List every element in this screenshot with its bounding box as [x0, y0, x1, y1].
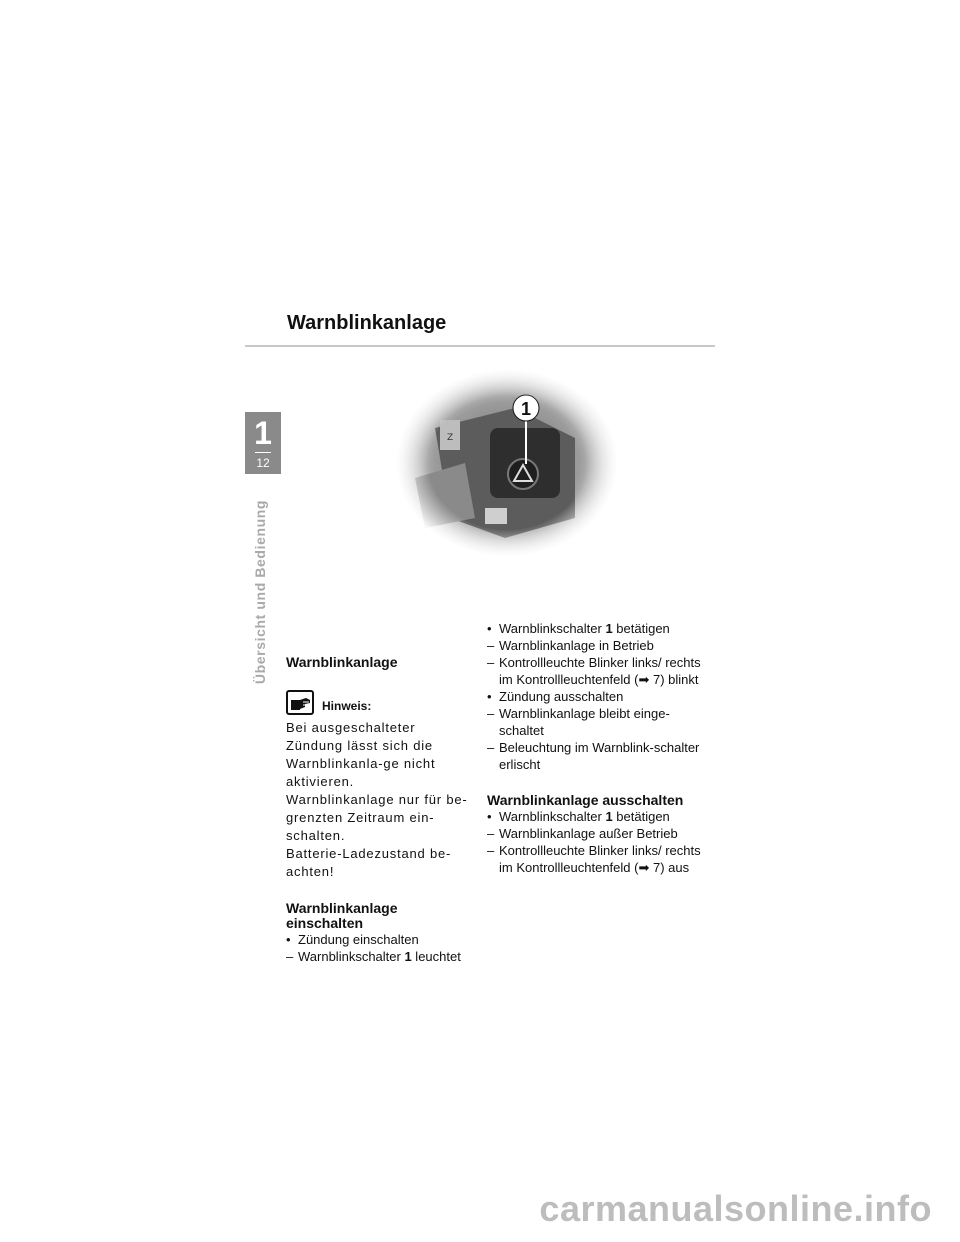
section-label: Übersicht und Bedienung	[252, 499, 268, 685]
left-column	[286, 655, 468, 965]
chapter-tab	[245, 412, 281, 474]
subsection-heading: Warnblinkanlage ausschalten	[487, 792, 684, 808]
list-item: • Zündung ausschalten	[487, 689, 624, 704]
section-heading: Warnblinkanlage	[286, 654, 398, 670]
list-item: • Zündung einschalten	[286, 932, 419, 947]
note-paragraph: Batterie-Ladezustand be-achten!	[286, 846, 452, 879]
list-item: – Warnblinkanlage in Betrieb	[487, 638, 654, 653]
list-item: – Kontrollleuchte Blinker links/ rechts im Kontrollleuchtenfeld (➡ 7) blinkt	[487, 655, 701, 687]
chapter-divider	[255, 452, 271, 453]
handlebar-switch-photo	[395, 368, 620, 558]
list-item: • Warnblinkschalter 1 betätigen	[487, 809, 670, 824]
chapter-number: 1	[254, 415, 272, 451]
list-item: – Kontrollleuchte Blinker links/ rechts im Kontrollleuchtenfeld (➡ 7) aus	[487, 843, 701, 875]
list-item: – Warnblinkanlage außer Betrieb	[487, 826, 678, 841]
list-item: – Beleuchtung im Warnblink-schalter erlischt	[487, 740, 700, 772]
note-paragraph: Warnblinkanlage nur für be-grenzten Zeitraum ein-schalten.	[286, 792, 468, 843]
list-item: – Warnblinkanlage bleibt einge-schaltet	[487, 706, 670, 738]
title-rule	[245, 345, 715, 347]
note-paragraph: Bei ausgeschalteter Zündung lässt sich die Warnblinkanla-ge nicht aktivieren.	[286, 720, 436, 789]
page-number: 12	[256, 456, 270, 470]
watermark: carmanualsonline.info	[539, 1188, 932, 1229]
note	[286, 690, 468, 715]
note-text	[286, 719, 468, 881]
right-column	[487, 620, 702, 876]
list-item: • Warnblinkschalter 1 betätigen	[487, 621, 670, 636]
page-title: Warnblinkanlage	[287, 312, 447, 334]
note-icon	[286, 690, 314, 715]
subsection-heading: Warnblinkanlage einschalten	[286, 900, 398, 931]
note-label: Hinweis:	[322, 699, 372, 713]
list-item: – Warnblinkschalter 1 leuchtet	[286, 949, 461, 964]
